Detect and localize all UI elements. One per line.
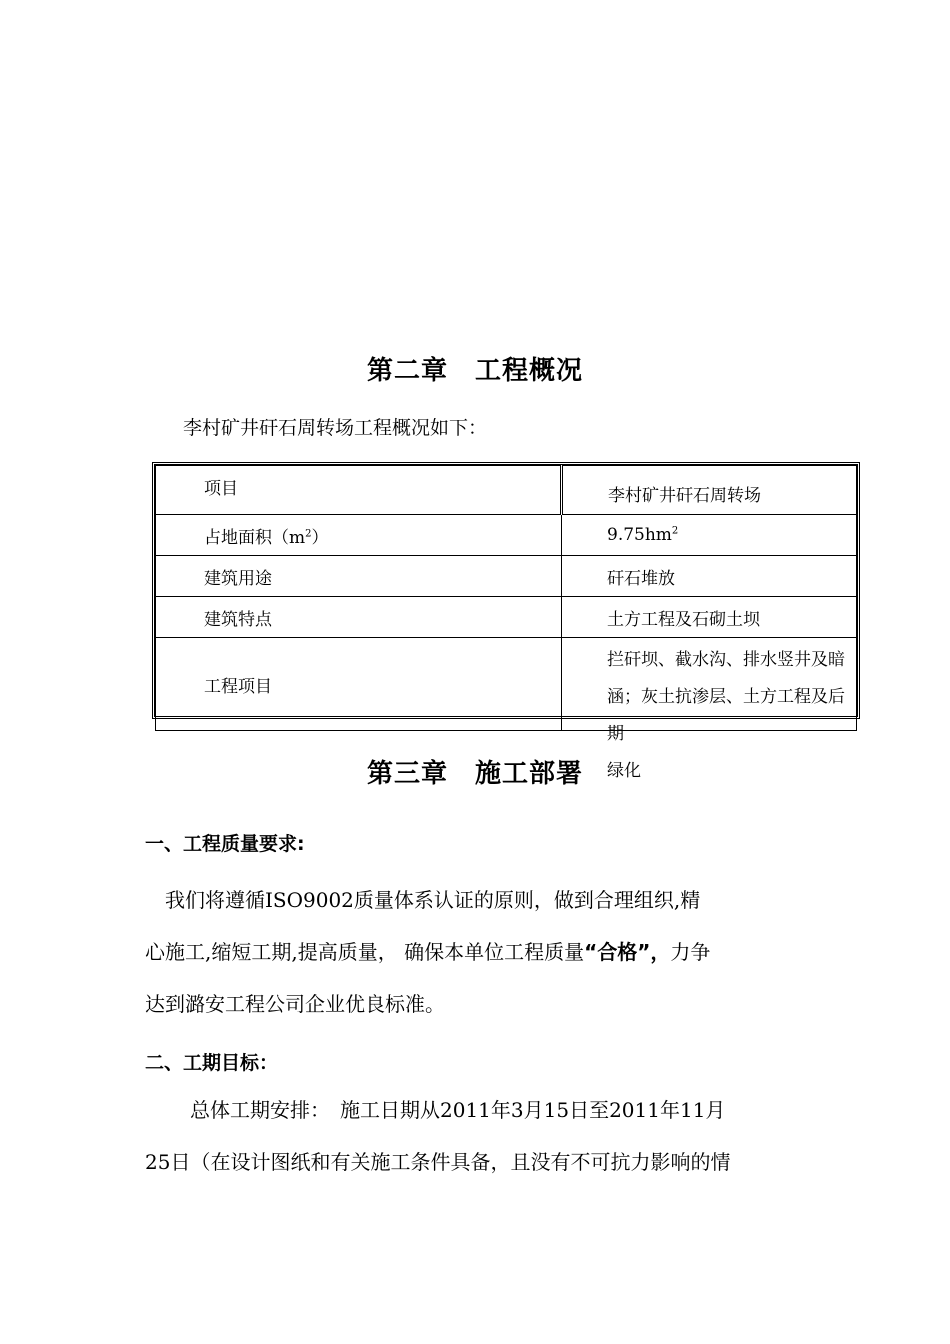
area-value-sup: 2 (671, 525, 679, 537)
value-line: 拦矸坝、截水沟、排水竖井及暗 (607, 650, 845, 670)
table-cell-label: 工程项目 (156, 638, 562, 731)
section-1-paragraph (145, 874, 810, 1030)
table-cell-label (156, 515, 562, 556)
area-label: 占地面积（m (204, 527, 306, 548)
table-row (156, 638, 857, 731)
section-2-heading: 二、工期目标： (145, 1052, 279, 1074)
table-row (156, 466, 857, 515)
chapter-2-title: 第二章 工程概况 (366, 356, 583, 386)
table-cell-value (562, 638, 857, 781)
table-row (156, 515, 857, 556)
area-value: 9.75hm (607, 525, 672, 545)
table-cell-value: 矸石堆放 (562, 556, 857, 597)
line-text: 心施工,缩短工期,提高质量， 确保本单位工程质量 (145, 940, 585, 964)
table-row (156, 556, 857, 597)
paragraph-line: 我们将遵循ISO9002质量体系认证的原则，做到合理组织,精 (145, 888, 701, 912)
section-2-line2: 25日（在设计图纸和有关施工条件具备，且没有不可抗力影响的情 (145, 1150, 731, 1174)
table-cell-value (562, 515, 857, 556)
table-cell-label: 建筑用途 (156, 556, 562, 597)
table-cell-label: 建筑特点 (156, 597, 562, 638)
table-row (156, 597, 857, 638)
chapter-3-title: 第三章 施工部署 (366, 759, 583, 789)
paragraph-line: 达到潞安工程公司企业优良标准。 (145, 992, 445, 1016)
paragraph-line (145, 926, 810, 978)
section-2-line1: 总体工期安排： 施工日期从2011年3月15日至2011年11月 (190, 1098, 726, 1122)
value-line: 绿化 (607, 761, 641, 781)
table-cell-label: 项目 (156, 466, 562, 515)
table-cell-value: 土方工程及石砌土坝 (562, 597, 857, 638)
emphasis-text: “合格”， (584, 940, 671, 964)
overview-intro: 李村矿井矸石周转场工程概况如下： (183, 417, 488, 439)
area-label-sup: 2 (305, 527, 312, 539)
area-label-tail: ） (311, 527, 329, 548)
section-1-heading: 一、工程质量要求: (145, 833, 305, 855)
line-text: 力争 (670, 940, 711, 964)
table-cell-value: 李村矿井矸石周转场 (562, 466, 857, 515)
value-line: 涵；灰土抗渗层、土方工程及后期 (607, 687, 845, 744)
